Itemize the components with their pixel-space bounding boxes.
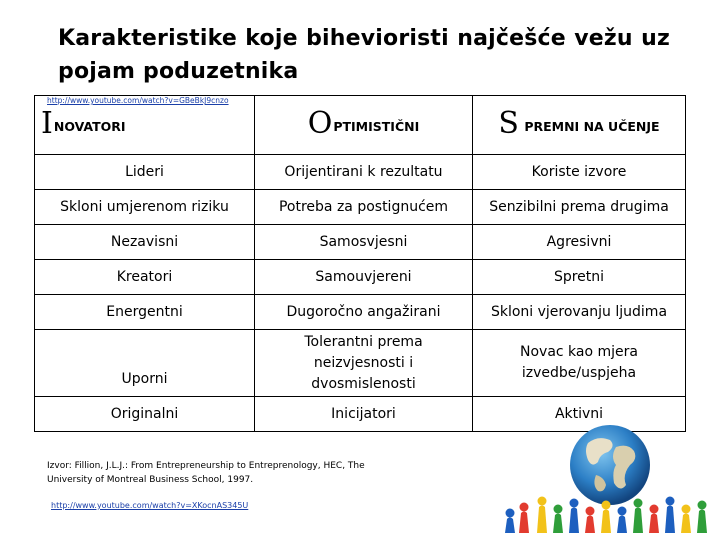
table-cell: Spretni <box>473 260 686 295</box>
table-cell: Originalni <box>35 397 255 432</box>
table-cell: Samosvjesni <box>255 225 473 260</box>
table-cell: Uporni <box>35 330 255 397</box>
table-cell: Skloni vjerovanju ljudima <box>473 295 686 330</box>
table-cell: Senzibilni prema drugima <box>473 190 686 225</box>
table-cell: Tolerantni prema neizvjesnosti i dvosmislenosti <box>255 330 473 397</box>
table-row <box>35 260 686 295</box>
header-rest: PREMNI NA UČENJE <box>519 119 660 134</box>
table-row <box>35 330 686 397</box>
table-cell: Dugoročno angažirani <box>255 295 473 330</box>
header-spremni <box>473 96 686 155</box>
table-cell: Orijentirani k rezultatu <box>255 155 473 190</box>
table-row <box>35 155 686 190</box>
header-initial: S <box>498 106 519 141</box>
globe-with-people-image <box>500 425 715 537</box>
table-row <box>35 190 686 225</box>
table-cell: Kreatori <box>35 260 255 295</box>
table-cell: Potreba za postignućem <box>255 190 473 225</box>
table-cell: Agresivni <box>473 225 686 260</box>
table-cell: Nezavisni <box>35 225 255 260</box>
top-youtube-link[interactable]: http://www.youtube.com/watch?v=GBeBkJ9cnzo <box>47 96 229 105</box>
table-cell: Aktivni <box>473 397 686 432</box>
table-row <box>35 225 686 260</box>
header-rest: PTIMISTIČNI <box>333 119 420 134</box>
table-cell: Novac kao mjera izvedbe/uspjeha <box>473 330 686 397</box>
table-cell: Koriste izvore <box>473 155 686 190</box>
header-rest: NOVATORI <box>53 119 126 134</box>
header-initial: O <box>307 106 333 141</box>
table-row <box>35 295 686 330</box>
source-citation: Izvor: Fillion, J.L.J.: From Entrepreneurship to Entreprenology, HEC, The University of Montreal Business School, 1997. <box>47 461 365 485</box>
table-cell: Skloni umjerenom riziku <box>35 190 255 225</box>
table-cell: Inicijatori <box>255 397 473 432</box>
traits-table <box>34 95 686 432</box>
bottom-youtube-link[interactable]: http://www.youtube.com/watch?v=XKocnAS345U <box>51 501 249 510</box>
header-optimisticni <box>255 96 473 155</box>
table-cell: Samouvjereni <box>255 260 473 295</box>
header-initial: I <box>41 106 53 141</box>
table-cell: Energentni <box>35 295 255 330</box>
table-cell: Lideri <box>35 155 255 190</box>
slide-title: Karakteristike koje bihevioristi najčešće vežu uz pojam poduzetnika <box>58 26 670 84</box>
